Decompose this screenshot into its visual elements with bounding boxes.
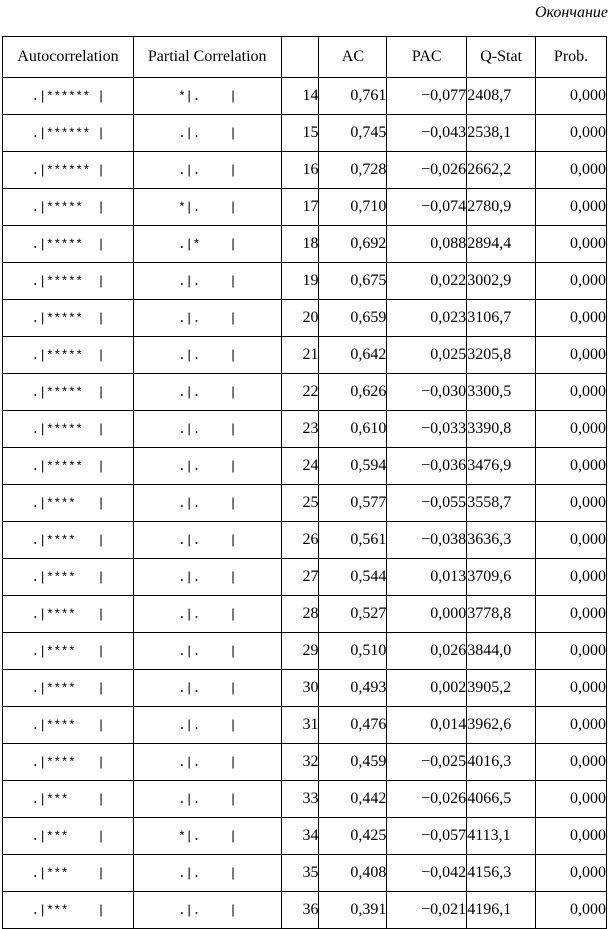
ac-value-cell: 0,493 [319,670,387,707]
lag-cell: 32 [281,744,319,781]
ac-value-cell: 0,626 [319,374,387,411]
prob-value-cell: 0,000 [536,263,607,300]
pac-value-cell: 0,014 [387,707,467,744]
lag-cell: 14 [281,78,319,115]
autocorrelation-graph-cell: .|***** | [3,337,134,374]
autocorrelation-graph-cell: .|*** | [3,781,134,818]
qstat-value-cell: 2894,4 [467,226,536,263]
partial-correlation-graph-cell: .|. | [133,892,281,929]
partial-correlation-graph-cell: .|. | [133,152,281,189]
table-header [3,37,607,78]
ac-value-cell: 0,659 [319,300,387,337]
ac-value-cell: 0,594 [319,448,387,485]
pac-value-cell: 0,026 [387,633,467,670]
lag-cell: 26 [281,522,319,559]
prob-value-cell: 0,000 [536,78,607,115]
prob-value-cell: 0,000 [536,596,607,633]
partial-correlation-graph-cell: .|. | [133,300,281,337]
autocorrelation-graph-cell: .|***** | [3,189,134,226]
lag-cell: 17 [281,189,319,226]
pac-value-cell: −0,030 [387,374,467,411]
qstat-value-cell: 4156,3 [467,855,536,892]
partial-correlation-graph-cell: .|. | [133,263,281,300]
autocorrelation-graph-cell: .|**** | [3,485,134,522]
table-row [3,300,607,337]
lag-cell: 21 [281,337,319,374]
table-row [3,522,607,559]
partial-correlation-graph-cell: .|. | [133,781,281,818]
ac-value-cell: 0,710 [319,189,387,226]
pac-value-cell: −0,057 [387,818,467,855]
qstat-value-cell: 3390,8 [467,411,536,448]
lag-cell: 35 [281,855,319,892]
partial-correlation-graph-cell: .|. | [133,633,281,670]
table-row [3,818,607,855]
pac-value-cell: −0,038 [387,522,467,559]
pac-value-cell: 0,000 [387,596,467,633]
pac-value-cell: −0,077 [387,78,467,115]
prob-value-cell: 0,000 [536,781,607,818]
qstat-value-cell: 2538,1 [467,115,536,152]
prob-value-cell: 0,000 [536,226,607,263]
qstat-value-cell: 4066,5 [467,781,536,818]
qstat-value-cell: 3905,2 [467,670,536,707]
lag-cell: 25 [281,485,319,522]
partial-correlation-graph-cell: .|. | [133,559,281,596]
header-qstat: Q-Stat [467,37,536,78]
pac-value-cell: −0,033 [387,411,467,448]
ac-value-cell: 0,391 [319,892,387,929]
prob-value-cell: 0,000 [536,744,607,781]
autocorrelation-graph-cell: .|**** | [3,744,134,781]
lag-cell: 27 [281,559,319,596]
qstat-value-cell: 3106,7 [467,300,536,337]
prob-value-cell: 0,000 [536,374,607,411]
ac-value-cell: 0,459 [319,744,387,781]
ac-value-cell: 0,761 [319,78,387,115]
table-body [3,78,607,929]
table-row [3,781,607,818]
header-ac: AC [319,37,387,78]
header-row [3,37,607,78]
pac-value-cell: −0,026 [387,781,467,818]
qstat-value-cell: 3002,9 [467,263,536,300]
autocorrelation-graph-cell: .|***** | [3,448,134,485]
partial-correlation-graph-cell: .|. | [133,115,281,152]
autocorrelation-graph-cell: .|***** | [3,300,134,337]
qstat-value-cell: 3709,6 [467,559,536,596]
autocorrelation-graph-cell: .|***** | [3,263,134,300]
autocorrelation-graph-cell: .|*** | [3,855,134,892]
lag-cell: 31 [281,707,319,744]
prob-value-cell: 0,000 [536,411,607,448]
autocorrelation-graph-cell: .|****** | [3,78,134,115]
qstat-value-cell: 3205,8 [467,337,536,374]
autocorrelation-graph-cell: .|***** | [3,374,134,411]
autocorrelation-graph-cell: .|**** | [3,633,134,670]
prob-value-cell: 0,000 [536,448,607,485]
table-row [3,152,607,189]
autocorrelation-graph-cell: .|**** | [3,707,134,744]
table-caption: Окончание [534,4,608,21]
pac-value-cell: 0,013 [387,559,467,596]
partial-correlation-graph-cell: .|. | [133,374,281,411]
prob-value-cell: 0,000 [536,485,607,522]
prob-value-cell: 0,000 [536,855,607,892]
autocorrelation-graph-cell: .|***** | [3,411,134,448]
table-row [3,485,607,522]
qstat-value-cell: 4016,3 [467,744,536,781]
autocorrelation-graph-cell: .|**** | [3,522,134,559]
table-row [3,263,607,300]
partial-correlation-graph-cell: .|. | [133,522,281,559]
pac-value-cell: 0,002 [387,670,467,707]
pac-value-cell: −0,074 [387,189,467,226]
qstat-value-cell: 2662,2 [467,152,536,189]
prob-value-cell: 0,000 [536,337,607,374]
autocorrelation-graph-cell: .|**** | [3,670,134,707]
table-row [3,707,607,744]
partial-correlation-graph-cell: *|. | [133,818,281,855]
autocorrelation-graph-cell: .|*** | [3,818,134,855]
qstat-value-cell: 4113,1 [467,818,536,855]
lag-cell: 19 [281,263,319,300]
table-row [3,411,607,448]
prob-value-cell: 0,000 [536,522,607,559]
autocorrelation-graph-cell: .|***** | [3,226,134,263]
qstat-value-cell: 2408,7 [467,78,536,115]
table-row [3,892,607,929]
partial-correlation-graph-cell: .|. | [133,855,281,892]
lag-cell: 22 [281,374,319,411]
pac-value-cell: 0,022 [387,263,467,300]
table-row [3,226,607,263]
table-row [3,744,607,781]
pac-value-cell: 0,088 [387,226,467,263]
lag-cell: 34 [281,818,319,855]
table-row [3,337,607,374]
qstat-value-cell: 3636,3 [467,522,536,559]
lag-cell: 16 [281,152,319,189]
prob-value-cell: 0,000 [536,818,607,855]
prob-value-cell: 0,000 [536,707,607,744]
ac-value-cell: 0,692 [319,226,387,263]
partial-correlation-graph-cell: .|. | [133,448,281,485]
autocorrelation-graph-cell: .|**** | [3,559,134,596]
partial-correlation-graph-cell: .|. | [133,670,281,707]
table-row [3,374,607,411]
ac-value-cell: 0,745 [319,115,387,152]
table-row [3,78,607,115]
pac-value-cell: −0,043 [387,115,467,152]
qstat-value-cell: 3558,7 [467,485,536,522]
ac-value-cell: 0,476 [319,707,387,744]
header-partial-correlation: Partial Correlation [133,37,281,78]
qstat-value-cell: 3844,0 [467,633,536,670]
table-row [3,189,607,226]
autocorrelation-graph-cell: .|****** | [3,152,134,189]
ac-value-cell: 0,408 [319,855,387,892]
ac-value-cell: 0,544 [319,559,387,596]
autocorrelation-graph-cell: .|*** | [3,892,134,929]
pac-value-cell: −0,042 [387,855,467,892]
lag-cell: 20 [281,300,319,337]
partial-correlation-graph-cell: .|. | [133,411,281,448]
ac-value-cell: 0,442 [319,781,387,818]
header-autocorrelation: Autocorrelation [3,37,134,78]
qstat-value-cell: 3778,8 [467,596,536,633]
lag-cell: 36 [281,892,319,929]
lag-cell: 18 [281,226,319,263]
table-row [3,670,607,707]
ac-value-cell: 0,561 [319,522,387,559]
partial-correlation-graph-cell: *|. | [133,189,281,226]
prob-value-cell: 0,000 [536,152,607,189]
lag-cell: 24 [281,448,319,485]
ac-value-cell: 0,527 [319,596,387,633]
pac-value-cell: −0,021 [387,892,467,929]
header-lag [281,37,319,78]
ac-value-cell: 0,675 [319,263,387,300]
lag-cell: 28 [281,596,319,633]
pac-value-cell: 0,023 [387,300,467,337]
prob-value-cell: 0,000 [536,670,607,707]
partial-correlation-graph-cell: .|. | [133,596,281,633]
ac-value-cell: 0,510 [319,633,387,670]
pac-value-cell: −0,026 [387,152,467,189]
ac-value-cell: 0,425 [319,818,387,855]
pac-value-cell: −0,025 [387,744,467,781]
lag-cell: 33 [281,781,319,818]
prob-value-cell: 0,000 [536,559,607,596]
prob-value-cell: 0,000 [536,633,607,670]
lag-cell: 23 [281,411,319,448]
prob-value-cell: 0,000 [536,300,607,337]
partial-correlation-graph-cell: .|. | [133,707,281,744]
header-pac: PAC [387,37,467,78]
qstat-value-cell: 3962,6 [467,707,536,744]
ac-value-cell: 0,642 [319,337,387,374]
pac-value-cell: 0,025 [387,337,467,374]
table-row [3,855,607,892]
partial-correlation-graph-cell: .|* | [133,226,281,263]
header-prob: Prob. [536,37,607,78]
lag-cell: 15 [281,115,319,152]
partial-correlation-graph-cell: .|. | [133,744,281,781]
correlogram-table [2,36,607,929]
qstat-value-cell: 3300,5 [467,374,536,411]
prob-value-cell: 0,000 [536,115,607,152]
partial-correlation-graph-cell: .|. | [133,337,281,374]
partial-correlation-graph-cell: .|. | [133,485,281,522]
table-row [3,596,607,633]
table-row [3,633,607,670]
qstat-value-cell: 4196,1 [467,892,536,929]
lag-cell: 29 [281,633,319,670]
ac-value-cell: 0,577 [319,485,387,522]
table-row [3,559,607,596]
table-row [3,115,607,152]
ac-value-cell: 0,728 [319,152,387,189]
qstat-value-cell: 2780,9 [467,189,536,226]
prob-value-cell: 0,000 [536,189,607,226]
pac-value-cell: −0,055 [387,485,467,522]
table-row [3,448,607,485]
partial-correlation-graph-cell: *|. | [133,78,281,115]
qstat-value-cell: 3476,9 [467,448,536,485]
autocorrelation-graph-cell: .|**** | [3,596,134,633]
ac-value-cell: 0,610 [319,411,387,448]
lag-cell: 30 [281,670,319,707]
prob-value-cell: 0,000 [536,892,607,929]
autocorrelation-graph-cell: .|****** | [3,115,134,152]
pac-value-cell: −0,036 [387,448,467,485]
